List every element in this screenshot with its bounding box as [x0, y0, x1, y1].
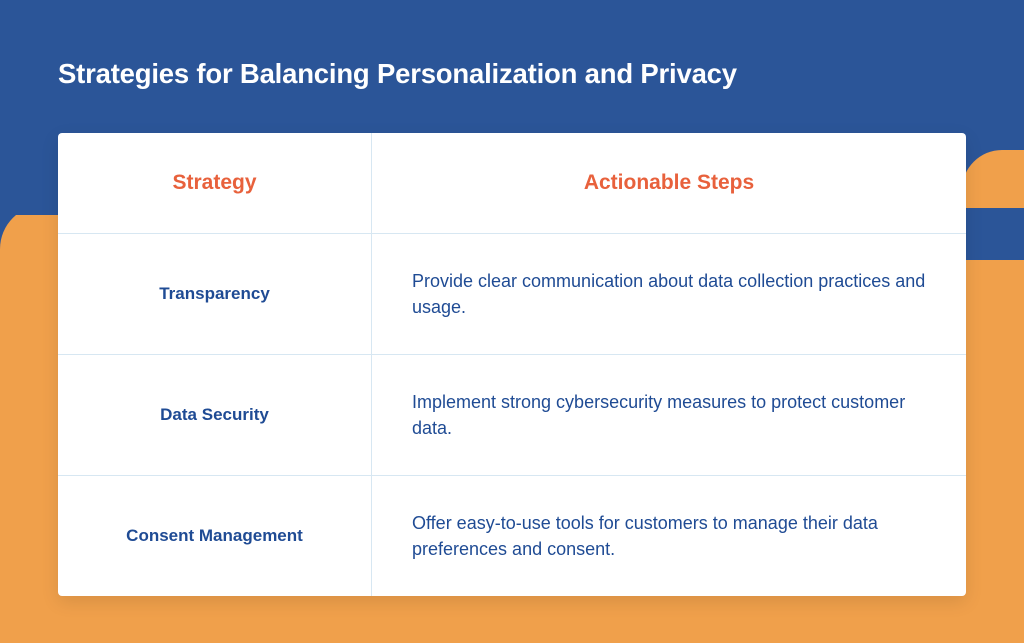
cell-actionable-steps [372, 476, 966, 596]
cell-actionable-steps [372, 355, 966, 475]
cell-strategy [58, 234, 372, 354]
table-row [58, 354, 966, 475]
actionable-steps-text: Provide clear communication about data collection practices and usage. [412, 270, 926, 317]
strategies-table [58, 133, 966, 596]
strategy-label: Transparency [159, 284, 270, 303]
table-row [58, 475, 966, 596]
strategy-label: Data Security [160, 405, 269, 424]
header-label-actionable-steps: Actionable Steps [583, 171, 755, 194]
strategy-label: Consent Management [126, 526, 303, 545]
cell-strategy [58, 355, 372, 475]
table-row [58, 233, 966, 354]
header-label-strategy: Strategy [172, 171, 257, 194]
header-cell-strategy [58, 133, 372, 233]
cell-strategy [58, 476, 372, 596]
cell-actionable-steps [372, 234, 966, 354]
actionable-steps-text: Offer easy-to-use tools for customers to manage their data preferences and consent. [412, 512, 878, 559]
blue-background-right [960, 0, 1024, 260]
table-header-row [58, 133, 966, 233]
page-title: Strategies for Balancing Personalization and Privacy [58, 58, 737, 89]
actionable-steps-text: Implement strong cybersecurity measures to protect customer data. [412, 391, 906, 438]
header-cell-actionable-steps [372, 133, 966, 233]
